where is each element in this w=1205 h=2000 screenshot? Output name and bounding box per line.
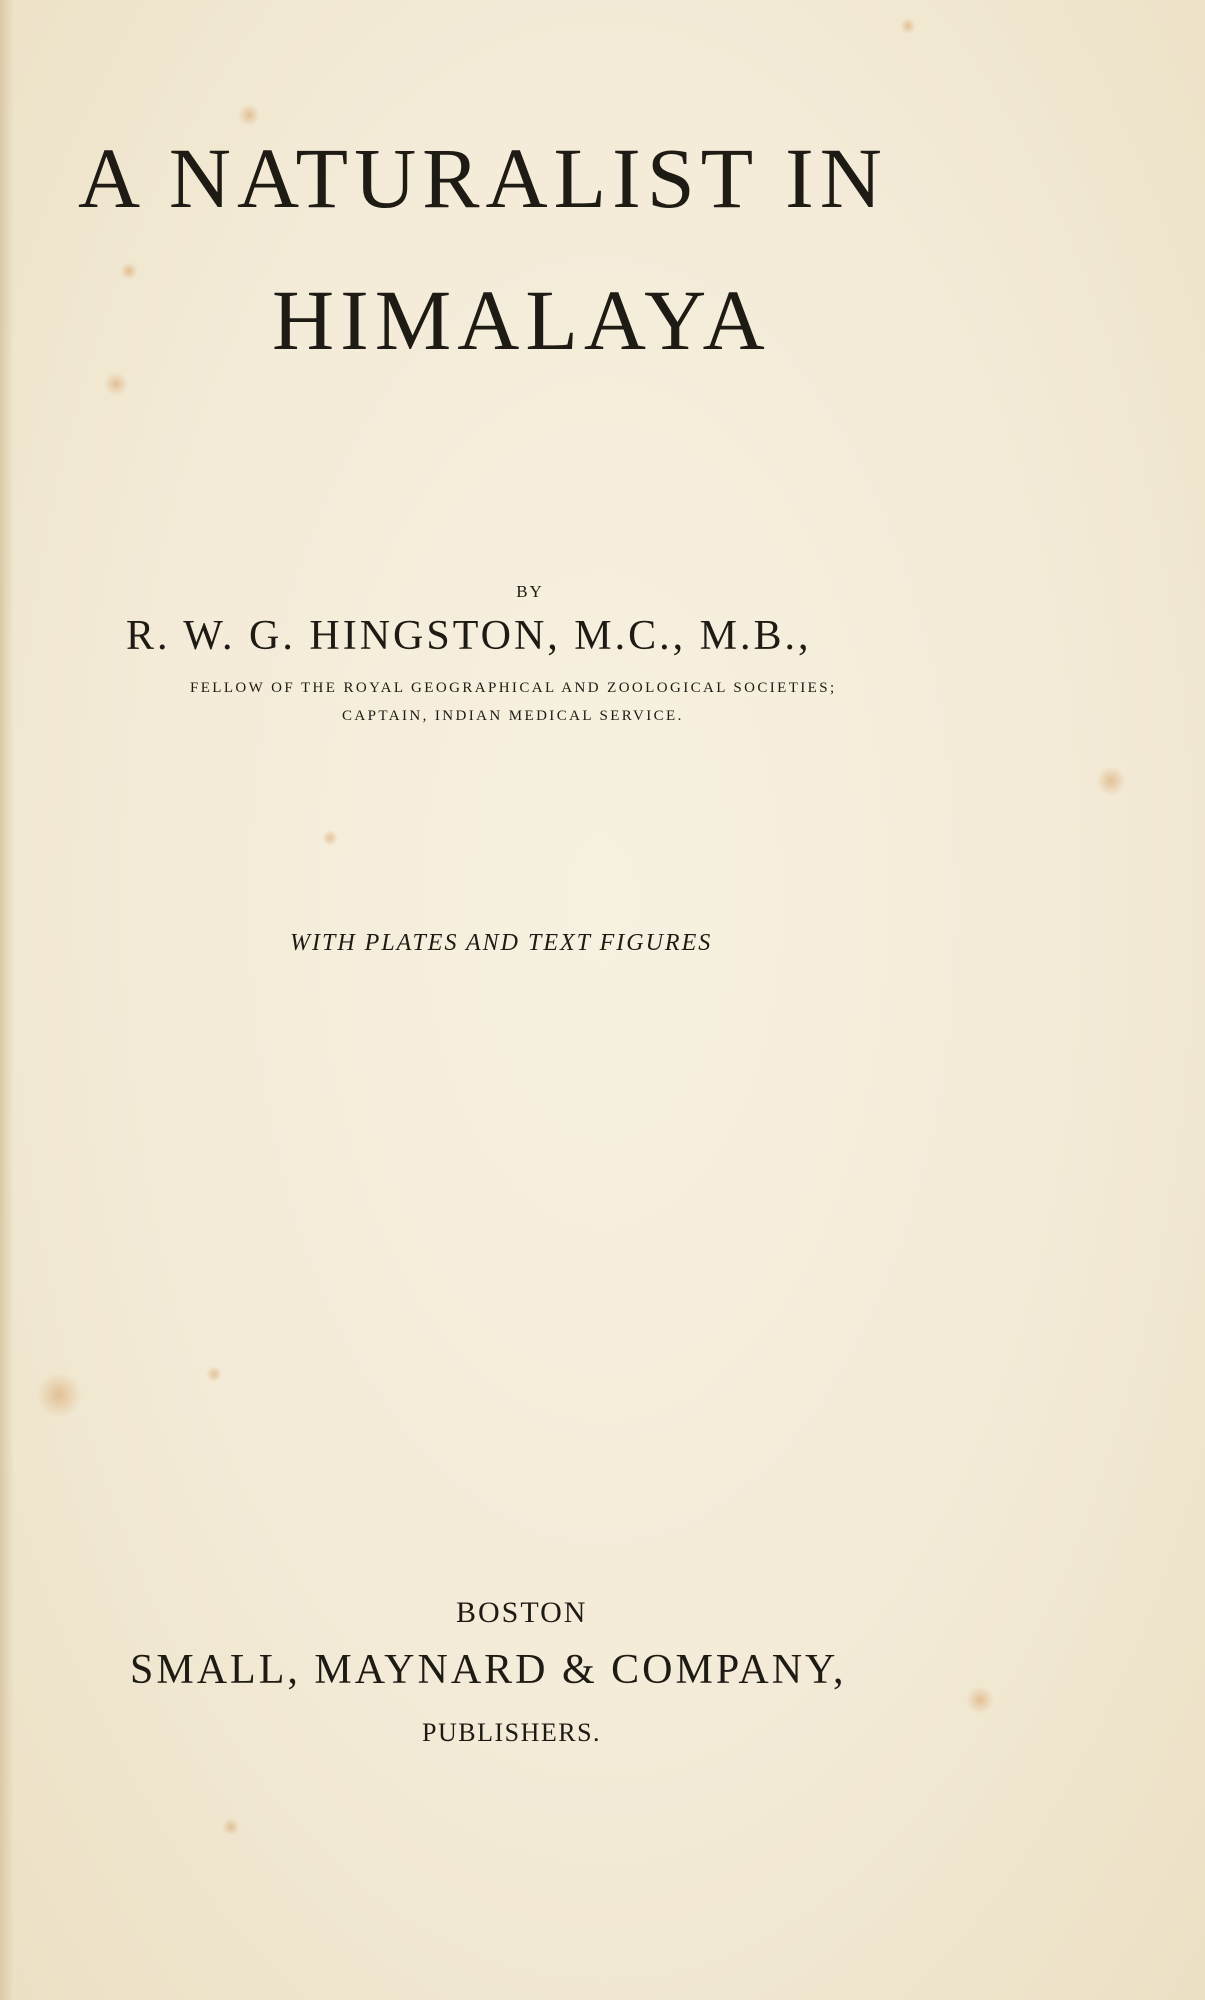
imprint-publisher: SMALL, MAYNARD & COMPANY, [130, 1647, 847, 1693]
foxing-spot [238, 104, 260, 126]
foxing-spot [900, 18, 916, 34]
book-title-line-1: A NATURALIST IN [78, 130, 888, 226]
foxing-spot [36, 1372, 82, 1418]
foxing-spot [120, 262, 138, 280]
foxing-spot [206, 1366, 222, 1382]
page-gutter-shadow [0, 0, 14, 2000]
book-title-line-2: HIMALAYA [272, 272, 771, 368]
illustrations-note: WITH PLATES AND TEXT FIGURES [290, 930, 713, 956]
author-name: R. W. G. HINGSTON, M.C., M.B., [126, 613, 812, 659]
imprint-city: BOSTON [456, 1596, 588, 1629]
author-affiliation-line-1: FELLOW OF THE ROYAL GEOGRAPHICAL AND ZOOLOGICAL SOCIETIES; [190, 680, 837, 696]
foxing-spot [1096, 766, 1126, 796]
by-label: BY [516, 582, 544, 601]
foxing-spot [104, 372, 128, 396]
foxing-spot [966, 1686, 994, 1714]
foxing-spot [322, 830, 338, 846]
author-affiliation-line-2: CAPTAIN, INDIAN MEDICAL SERVICE. [342, 708, 684, 724]
foxing-spot [222, 1818, 240, 1836]
imprint-publishers-label: PUBLISHERS. [422, 1718, 602, 1747]
